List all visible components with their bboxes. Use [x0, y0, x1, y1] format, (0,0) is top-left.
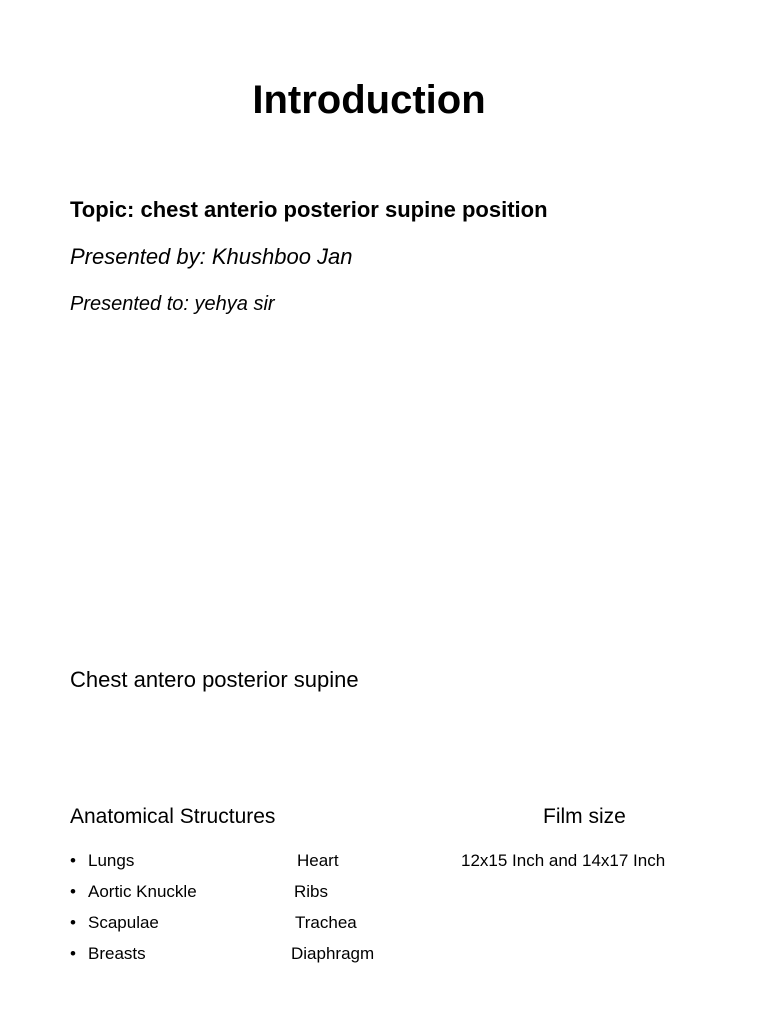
structure-right: Diaphragm — [291, 944, 375, 963]
list-item — [70, 943, 375, 965]
list-item — [70, 912, 357, 934]
section-subheading: Chest antero posterior supine — [70, 667, 359, 692]
film-size-value: 12x15 Inch and 14x17 Inch — [461, 851, 666, 870]
structure-left: Scapulae — [88, 913, 159, 932]
structure-left: Lungs — [88, 851, 135, 870]
film-size-heading: Film size — [543, 805, 626, 828]
presented-to-line: Presented to: yehya sir — [70, 293, 275, 315]
list-item — [70, 881, 329, 903]
list-item — [70, 850, 339, 872]
structure-left: Breasts — [88, 944, 146, 963]
bullet-icon: • — [70, 913, 76, 932]
structure-right: Ribs — [294, 882, 329, 901]
anatomical-structures-heading: Anatomical Structures — [70, 805, 276, 828]
structure-left: Aortic Knuckle — [88, 882, 197, 901]
structure-right: Trachea — [295, 913, 357, 932]
topic-line: Topic: chest anterio posterior supine position — [70, 197, 548, 222]
structure-right: Heart — [297, 851, 339, 870]
page-title: Introduction — [252, 78, 486, 122]
bullet-icon: • — [70, 851, 76, 870]
bullet-icon: • — [70, 944, 76, 963]
presented-by-line: Presented by: Khushboo Jan — [70, 244, 353, 269]
bullet-icon: • — [70, 882, 76, 901]
